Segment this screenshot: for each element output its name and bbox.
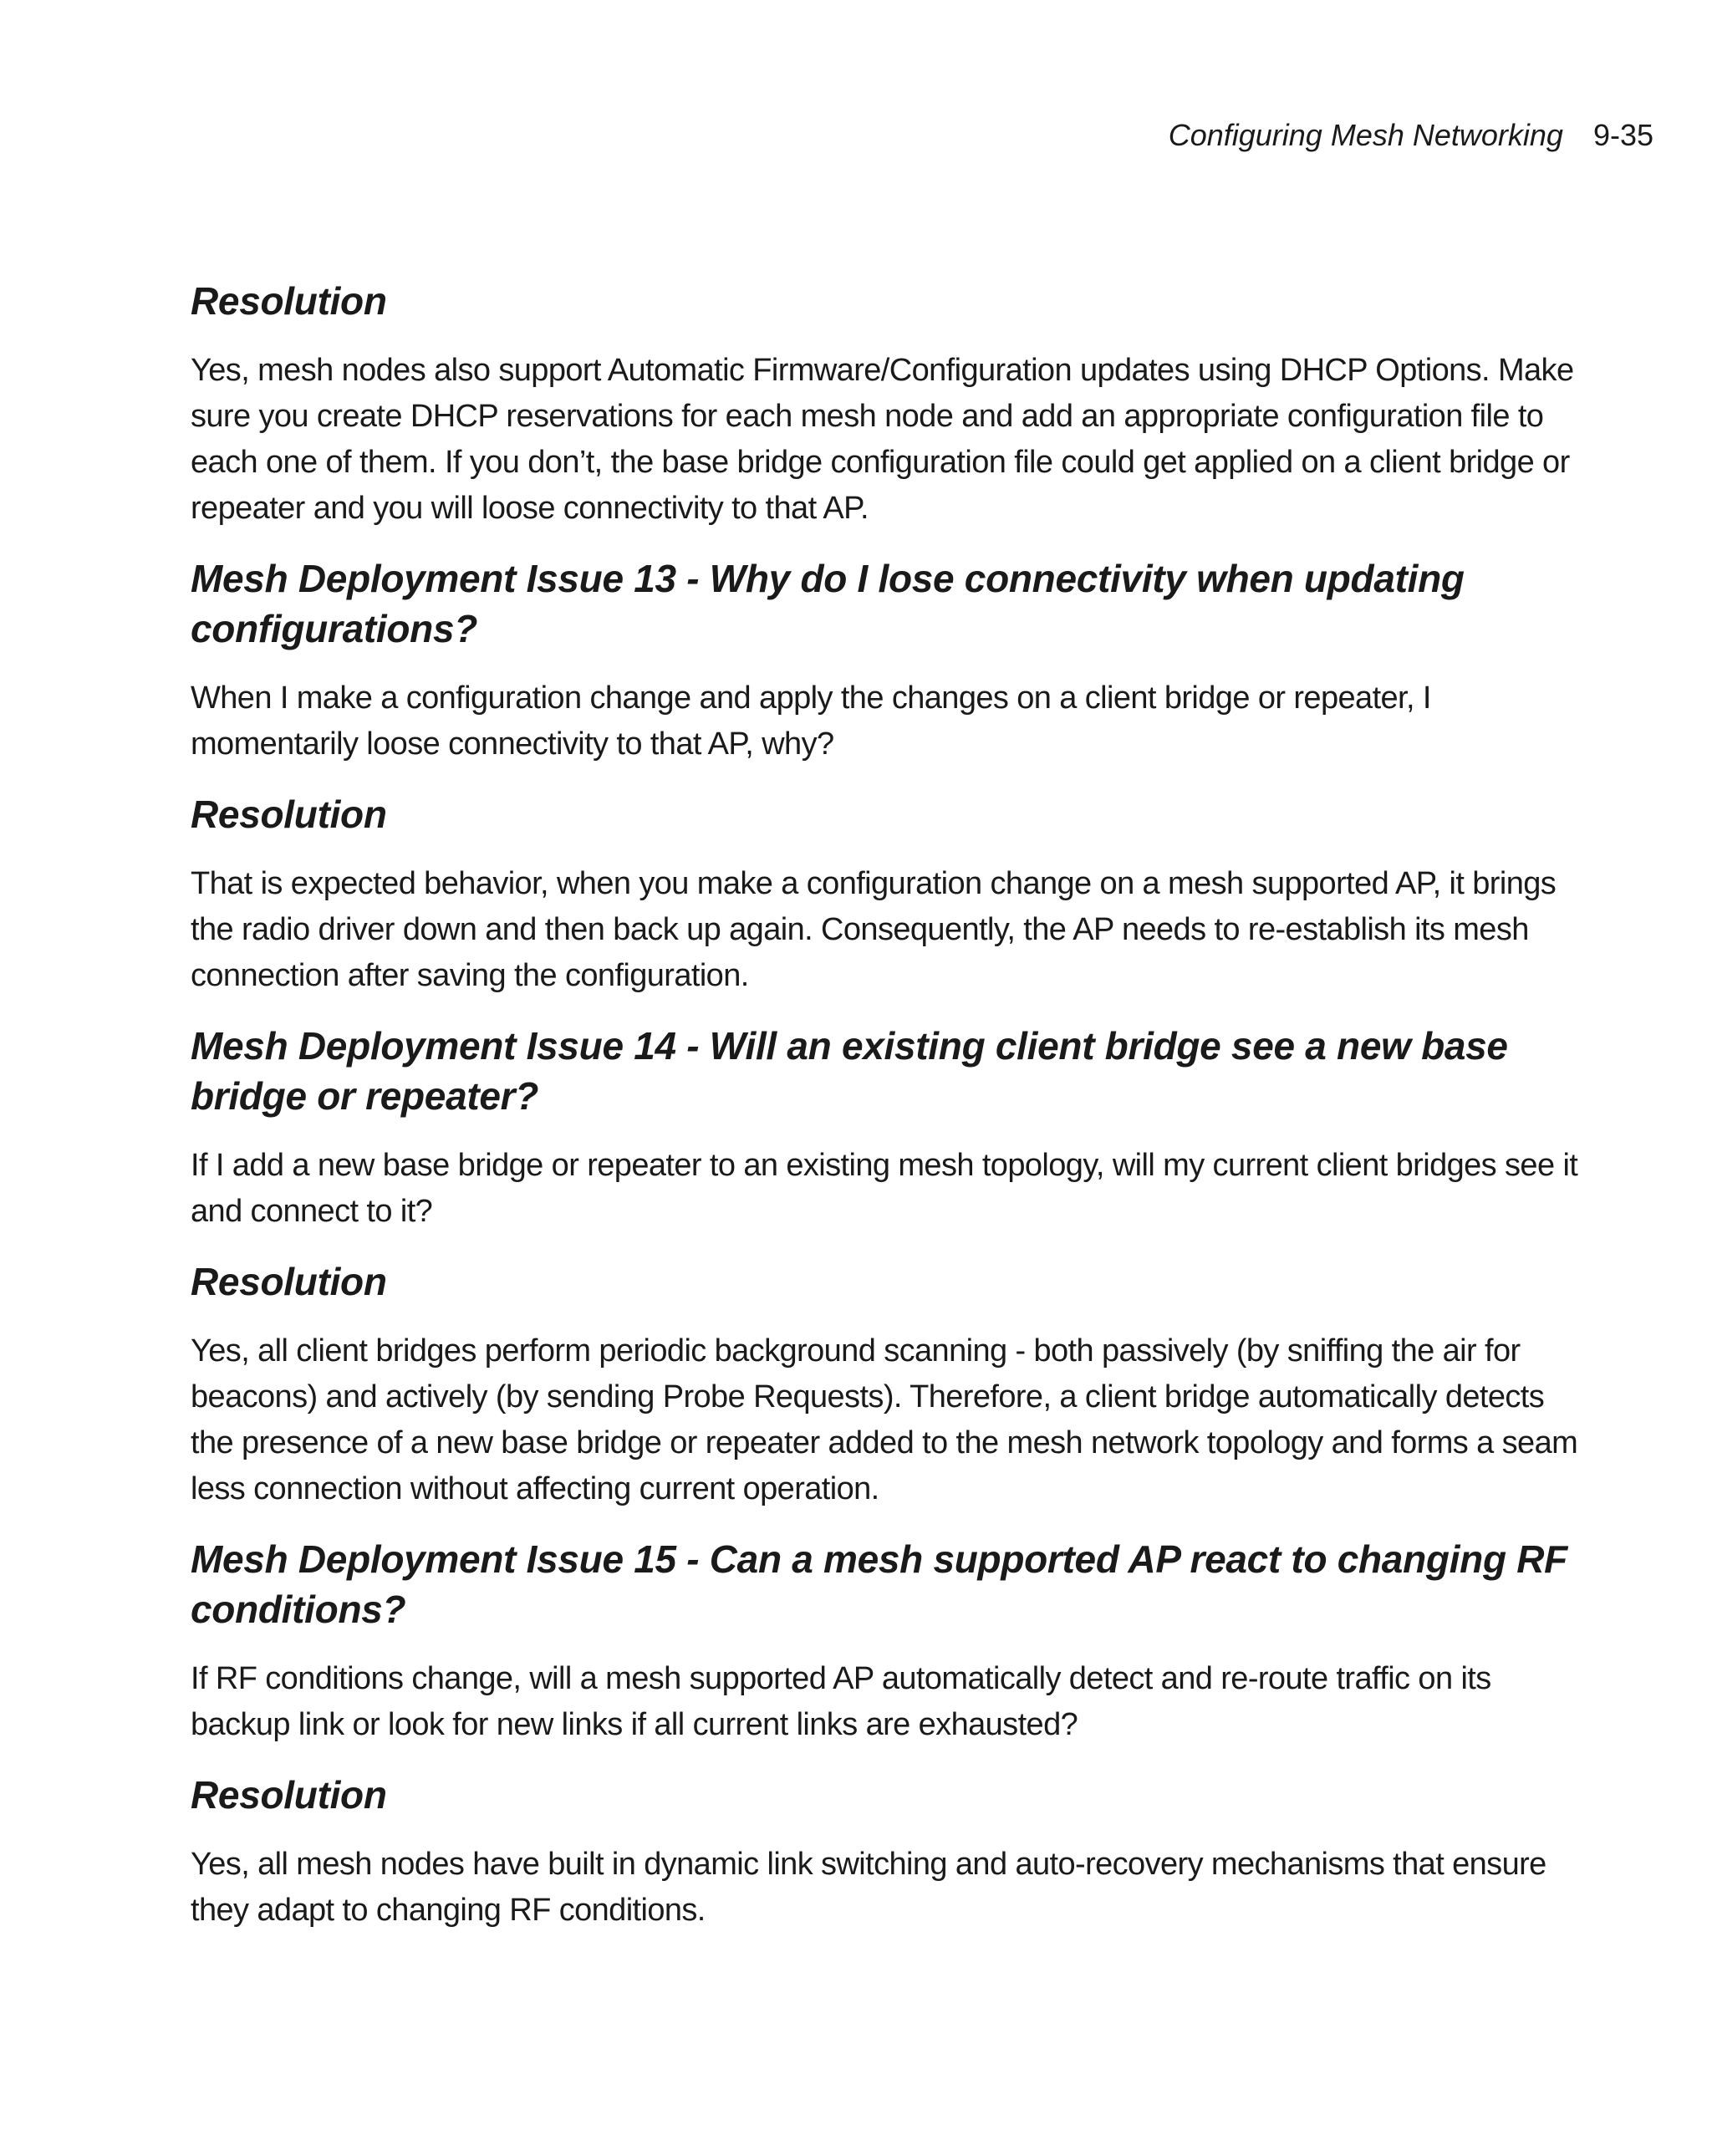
issue-15-question: If RF conditions change, will a mesh supported AP automatically detect and re-route traffic on its backup link or look for new links if all current links are exhausted? — [191, 1661, 1491, 1742]
header-section-title: Configuring Mesh Networking — [1168, 118, 1563, 152]
resolution-paragraph: Yes, mesh nodes also support Automatic Firmware/Configuration updates using DHCP Options. Make sure you create DHCP reservations for each mesh node and add an appropriate configuration file to each one of them. If you don’t, the base bridge configuration file could get applied on a client bridge or repeater and you will loose connectivity to that AP. — [191, 353, 1574, 526]
page-body — [191, 276, 1578, 1955]
issue-13-heading: Mesh Deployment Issue 13 - Why do I lose connectivity when updating configurations? — [191, 557, 1465, 650]
issue-15-heading: Mesh Deployment Issue 15 - Can a mesh supported AP react to changing RF conditions? — [191, 1537, 1567, 1631]
issue-14-heading: Mesh Deployment Issue 14 - Will an existing client bridge see a new base bridge or repeater? — [191, 1024, 1508, 1118]
resolution-paragraph: Yes, all mesh nodes have built in dynamic link switching and auto-recovery mechanisms that ensure they adapt to changing RF conditions. — [191, 1847, 1546, 1928]
resolution-heading: Resolution — [191, 1260, 387, 1303]
issue-13-question: When I make a configuration change and apply the changes on a client bridge or repeater, I momentarily loose connectivity to that AP, why? — [191, 680, 1431, 762]
resolution-heading: Resolution — [191, 279, 387, 323]
resolution-heading: Resolution — [191, 1773, 387, 1817]
resolution-heading: Resolution — [191, 793, 387, 836]
resolution-paragraph: That is expected behavior, when you make a configuration change on a mesh supported AP, it brings the radio driver down and then back up again. Consequently, the AP needs to re-establish its mesh connection after saving the configuration. — [191, 866, 1557, 993]
issue-14-question: If I add a new base bridge or repeater to an existing mesh topology, will my current client bridges see it and connect to it? — [191, 1148, 1578, 1229]
resolution-paragraph: Yes, all client bridges perform periodic background scanning - both passively (by sniffing the air for beacons) and actively (by sending Probe Requests). Therefore, a client bridge automatically detects the presence of a new base bridge or repeater added to the mesh network topology and forms a seam less connection without affecting current operation. — [191, 1333, 1578, 1506]
page-number: 9-35 — [1592, 118, 1653, 152]
running-header — [1169, 117, 1653, 154]
